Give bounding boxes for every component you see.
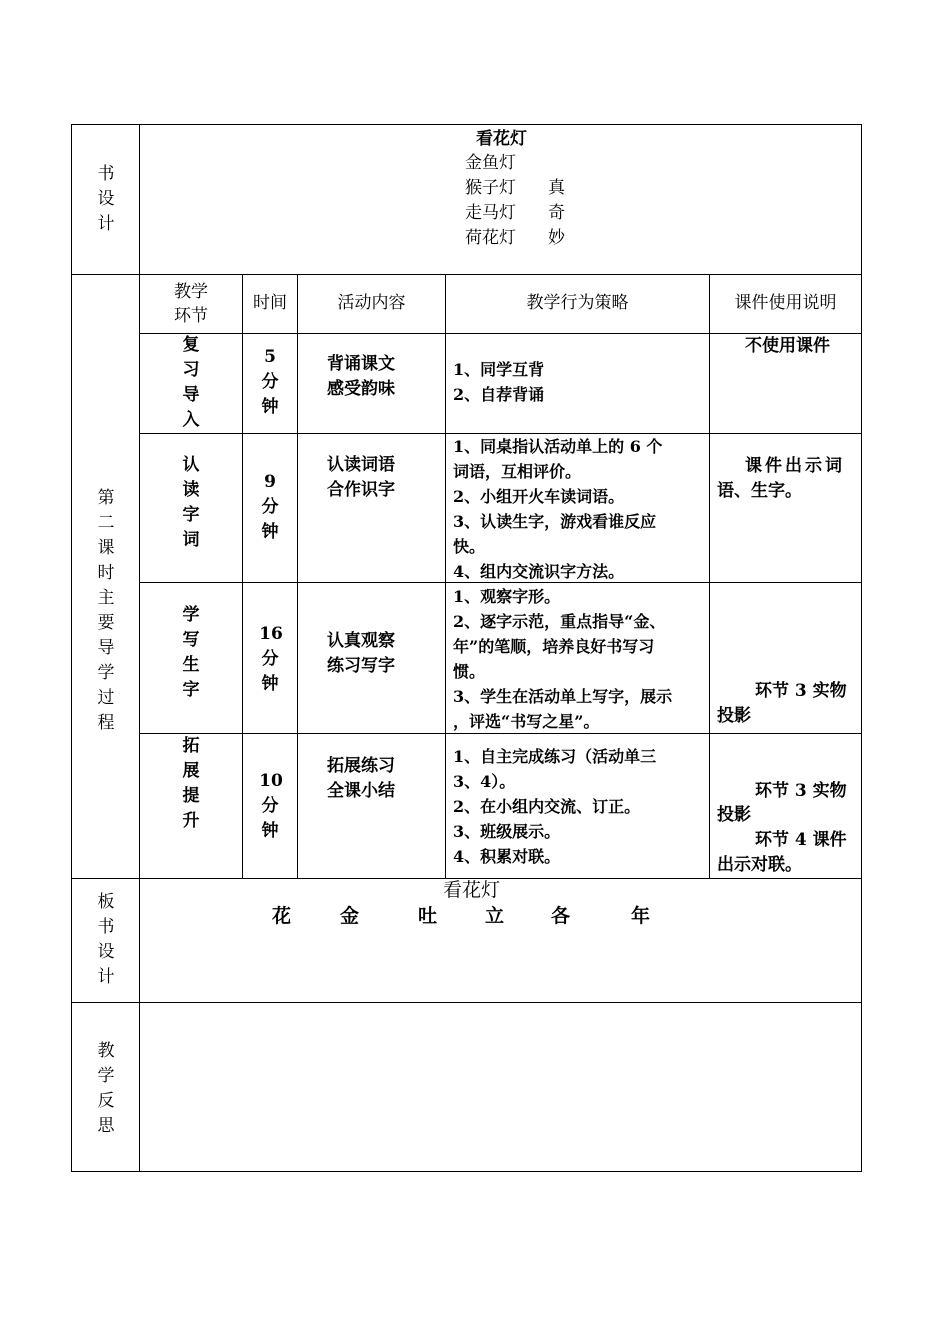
reflection-area[interactable] [140,1003,861,1171]
board-line: 走马灯 [465,203,516,223]
page: 书 设 计 看花灯 金鱼灯 猴子灯 真 走马灯 奇 荷花灯 妙 第 二 课 时 主 要 导 学 过 程 教学 环节 时间 活动内容 教学行为策略 课件使用说明 复 习 导 入 5 分 钟 背诵课文 感受韵味 1、同学互背 2、自荐背诵 不使用课件 认 读 字 词 9 分 钟 认读词语 合作识字 1、同桌指认活动单上的 6 个 词语，互相评价。 2、小组开火车读词语。 3、认读生字，游戏看谁反应 快。 4、组内交流识字方法。 课件出示词 语、生字。 学 写 生 字 16 分 钟 认真观察 练习写字 1、观察字形。 2、逐字示范，重点指导“金、 年”的笔顺，培养良好书写习 惯。 3、学生在活动单上写字，展示 ，评选“书写之星”。 环节 3 实物 投影 拓 展 提 升 10 分 钟 拓展练习 全课小结 1、自主完成练习（活动单三 3、4）。 2、在小组内交流、订正。 3、班级展示。 4、积累对联。 环节 3 实物 投影 环节 4 课件 出示对联。 板 书 设 计 看花灯 花 金 吐 立 各 年 教 学 反 思 [0,0,950,1344]
strategy-list: 1、自主完成练习（活动单三 3、4）。 2、在小组内交流、订正。 3、班级展示。 4、积累对联。 [453,747,657,866]
board-char: 金 [340,905,360,927]
strategy-list: 1、同桌指认活动单上的 6 个 词语，互相评价。 2、小组开火车读词语。 3、认读生字，游戏看谁反应 快。 4、组内交流识字方法。 [453,437,663,581]
board-title: 看花灯 [443,879,501,901]
board-line: 猴子灯 [465,178,516,198]
header-activity: 活动内容 [337,293,406,313]
table-divider [71,274,862,275]
strategy-list: 1、观察字形。 2、逐字示范，重点指导“金、 年”的笔顺，培养良好书写习 惯。 3、学生在活动单上写字，展示 ，评选“书写之星”。 [453,587,673,731]
table-divider [445,274,446,879]
table-divider [709,274,710,879]
board-line: 金鱼灯 [465,153,516,173]
board-char: 立 [485,905,505,927]
board-char: 年 [631,905,651,927]
header-time: 时间 [253,293,287,313]
board-line: 荷花灯 [465,228,516,248]
header-stage: 教学 环节 [174,282,208,326]
board-char: 花 [272,905,292,927]
table-divider [297,274,298,879]
table-divider [242,274,243,879]
board-word: 奇 [548,203,565,223]
board-word: 真 [548,178,565,198]
table-border-top [71,124,862,125]
board-char: 各 [551,905,571,927]
board-title: 看花灯 [476,129,527,149]
table-border-left [71,124,72,1172]
strategy-list: 1、同学互背 2、自荐背诵 [453,360,545,404]
board-word: 妙 [548,228,565,248]
header-courseware: 课件使用说明 [734,293,837,313]
table-border-bottom [71,1171,862,1172]
board-char: 吐 [418,905,438,927]
header-strategy: 教学行为策略 [526,293,629,313]
table-border-right [861,124,862,1172]
